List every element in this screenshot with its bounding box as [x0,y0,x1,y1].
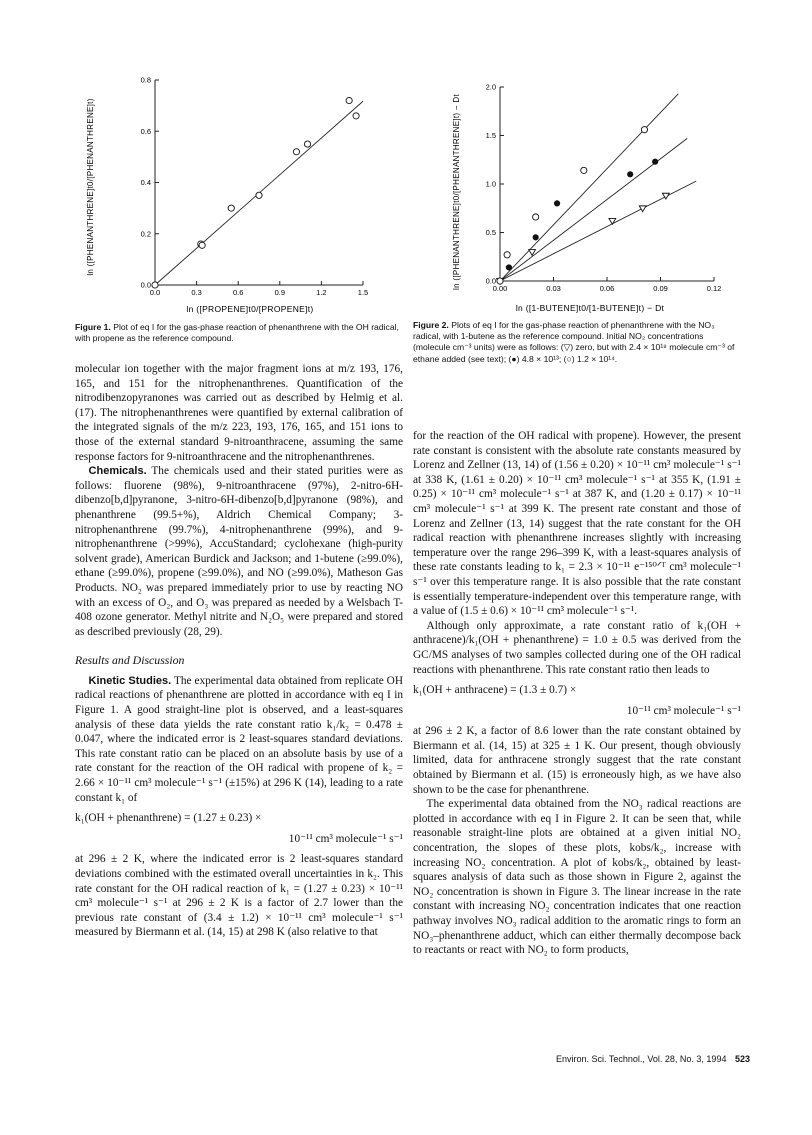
fig2-data-point [533,214,539,220]
fig2-y-tick-label: 1.5 [485,131,496,140]
paragraph-quantification: molecular ion together with the major fragment ions at m/z 193, 176, 165, and 151 for the nitrophenanthrenes. Quantification of the nitrodibenzopyranones was carried out as described by Helmig et al. (17). The nitrophenanthrenes were quantified by external calibration of the integrated signals of the m/z 223, 193, 176, 165, and 151 ions to those of the external standard 9-nitroanthracene, assuming the same response factors for 9-nitroanthracene and the nitrophenanthrenes. [75,363,403,463]
fig2-data-point [641,127,647,133]
fig2-y-tick-label: 0.0 [485,276,496,286]
figure-1-caption-text: Plot of eq I for the gas-phase reaction of phenanthrene with the OH radical, with propene as the reference compound. [75,322,399,344]
fig2-data-point [504,252,510,258]
fig2-data-point [497,278,503,284]
fig2-data-point [554,201,559,206]
fig1-y-tick-label: 0.4 [140,178,151,187]
equation-oh-phenanthrene-units: 10⁻¹¹ cm³ molecule⁻¹ s⁻¹ [288,832,403,845]
kinetic-studies-text: The experimental data obtained from replicate OH radical reactions of phenanthrene are plotted in accordance with eq I in Figure 1. A good straight-line plot is observed, and a least-squares analysis of these data yields the rate constant ratio k₁/k₂ = 0.478 ± 0.047, where the indicated error is 2 least-squares standard deviations. This rate constant ratio can be placed on an absolute basis by use of a rate constant for the reaction of the OH radical with propene of k₂ = 2.66 × 10⁻¹¹ cm³ molecule⁻¹ s⁻¹ (±15%) at 296 K (14), leading to a rate constant k₁ of [75,674,403,804]
fig1-y-axis-label: ln ([PHENANTHRENE]t0/[PHENANTHRENE]t) [86,98,95,276]
fig1-data-point [346,97,352,103]
figure-1-label: Figure 1. [75,322,111,332]
page-footer [556,1054,750,1064]
fig2-x-tick-label: 0.12 [706,284,722,293]
fig1-x-tick-label: 0.0 [149,288,161,297]
fig1-data-point [228,205,234,211]
fig2-y-axis-label: ln ([PHENANTHRENE]t0/[PHENANTHRENE]t) − Dt [452,94,461,290]
fig1-axes-frame [155,80,363,285]
fig2-x-tick-label: 0.06 [599,284,615,293]
journal-citation: Environ. Sci. Technol., Vol. 28, No. 3, 1994 [556,1054,727,1064]
figure-1-caption [75,322,405,344]
fig2-y-tick-label: 2.0 [485,82,496,92]
fig1-x-tick-label: 1.5 [357,288,369,297]
fig1-x-tick-label: 0.6 [232,288,244,297]
section-heading-results: Results and Discussion [75,653,185,668]
paragraph-kinetic-studies [75,674,403,805]
fig1-data-point [199,242,205,248]
paragraph-chemicals [75,464,403,639]
paragraph-rate-constant-comparison: at 296 ± 2 K, where the indicated error is 2 least-squares standard deviations combined with the estimated overall uncertainties in k₂. This rate constant for the OH radical reaction of k₁ = (1.27 ± 0.23) × 10⁻¹¹ cm³ molecule⁻¹ s⁻¹ at 296 ± 2 K is a factor of 2.7 lower than the previous rate constant of (3.4 ± 1.2) × 10⁻¹¹ cm³ molecule⁻¹ s⁻¹ measured by Biermann et al. (14, 15) at 298 K (also relative to that [75,853,403,939]
fig2-x-axis-label: ln ([1-BUTENE]t0/[1-BUTENE]t) − Dt [515,303,665,313]
fig2-data-point [628,172,633,177]
right-text-column [413,429,741,958]
fig1-x-tick-label: 1.2 [316,288,327,297]
fig2-fit-line [500,94,678,281]
fig2-data-point [639,206,646,212]
chemicals-heading: Chemicals. [88,465,147,478]
fig2-data-point [581,167,587,173]
figure-2-label: Figure 2. [413,320,449,330]
fig2-x-tick-label: 0.09 [653,284,668,293]
chemicals-text: The chemicals used and their stated purities were as follows: fluorene (98%), 9-nitroanthracene (97%), 2-nitro-6H-dibenzo[b,d]pyranone, 3-nitro-6H-dibenzo[b,d]pyranone (98%), and phenanthrene (99.5+%), Aldrich Chemical Company; 3-nitrophenanthrene (99.7%), 4-nitrophenanthrene (99%), and 9-nitrophenanthrene (>99%), AccuStandard; cyclohexane (high-purity solvent grade), American Burdick and Jackson; and 1-butene (≥99.0%), ethane (≥99.0%), propene (≥99.0%), and NO (≥99.0%), Matheson Gas Products. NO₂ was prepared immediately prior to use by reacting NO with an excess of O₂, and O₃ was prepared as needed by a Welsbach T-408 ozone generator. Methyl nitrite and N₂O₅ were prepared and stored as described previously (28, 29). [75,465,403,638]
figure-2-caption [413,320,743,365]
fig1-data-point [256,192,262,198]
fig1-y-tick-label: 0.6 [140,126,151,136]
fig2-y-tick-label: 0.5 [485,228,496,237]
paragraph-lorenz-zellner: for the reaction of the OH radical with propene). However, the present rate constant is consistent with the absolute rate constants measured by Lorenz and Zellner (13, 14) of (1.56 ± 0.20) × 10⁻¹¹ cm³ molecule⁻¹ s⁻¹ at 338 K, (1.61 ± 0.20) × 10⁻¹¹ cm³ molecule⁻¹ s⁻¹ at 355 K, (1.91 ± 0.25) × 10⁻¹¹ cm³ molecule⁻¹ s⁻¹ at 387 K, and (1.20 ± 0.17) × 10⁻¹¹ cm³ molecule⁻¹ s⁻¹ at 399 K. The present rate constant and those of Lorenz and Zellner (13, 14) suggest that the rate constant for the OH radical reaction with phenanthrene increases slightly with increasing temperature over the range 296–399 K, with a least-squares analysis of these rate constants leading to k₁ = 2.3 × 10⁻¹¹ e⁻¹⁵⁰ᐟᵀ cm³ molecule⁻¹ s⁻¹ over this temperature range. It is also possible that the rate constant is essentially temperature-independent over this temperature range, with a value of (1.5 ± 0.6) × 10⁻¹¹ cm³ molecule⁻¹ s⁻¹. [413,430,741,618]
paragraph-anthracene-discussion: at 296 ± 2 K, a factor of 8.6 lower than the rate constant obtained by Biermann et al. (14, 15) at 325 ± 1 K. Our present, though obviously limited, data for anthracene strongly suggest that the rate constant obtained by Biermann et al. (15) is erroneously high, as we have also shown to be the case for phenanthrene. [413,725,741,796]
fig2-fit-line [500,138,687,281]
fig1-y-tick-label: 0.8 [140,75,151,85]
fig2-data-point [653,159,658,164]
figure-2-caption-text: Plots of eq I for the gas-phase reaction of phenanthrene with the NO₃ radical, with 1-butene as the reference compound. Initial NO₂ concentrations (molecule cm⁻³ units) were as follows: (▽) zero, but with 2.4 × 10¹⁸ molecule cm⁻³ of ethane added (see text); (●) 4.8 × 10¹³; (○) 1.2 × 10¹⁴. [413,320,735,364]
figure-2-chart [445,70,745,320]
fig1-data-point [304,141,310,147]
fig1-x-axis-label: ln ([PROPENE]t0/[PROPENE]t) [186,304,314,314]
equation-oh-anthracene: k₁(OH + anthracene) = (1.3 ± 0.7) × [413,684,577,697]
fig1-data-point [152,282,158,288]
fig2-x-tick-label: 0.03 [546,284,561,293]
fig1-y-tick-label: 0.2 [140,229,151,239]
fig2-x-tick-label: 0.00 [492,284,508,293]
equation-oh-phenanthrene: k₁(OH + phenanthrene) = (1.27 ± 0.23) × [75,812,262,825]
fig1-data-point [293,149,299,155]
page-number: 523 [734,1054,750,1064]
kinetic-studies-heading: Kinetic Studies. [88,674,172,687]
fig2-data-point [609,218,616,224]
fig2-y-tick-label: 1.0 [485,179,496,189]
figure-1-chart [75,70,375,320]
fig2-data-point [506,265,511,270]
fig1-x-tick-label: 0.3 [191,288,202,297]
equation-oh-anthracene-units: 10⁻¹¹ cm³ molecule⁻¹ s⁻¹ [626,704,741,717]
fig1-y-tick-label: 0.0 [140,280,151,290]
left-text-column [75,362,403,940]
fig1-data-point [353,113,359,119]
paragraph-no3-reactions: The experimental data obtained from the NO₃ radical reactions are plotted in accordance with eq I in Figure 2. It can be seen that, while reasonable straight-line plots are obtained at a given initial NO₂ concentration, the slopes of these plots, kobs/k₂, increase with increasing NO₂ concentration. A plot of kobs/k₂, obtained by least-squares analysis of data such as those shown in Figure 2, against the NO₂ concentration is shown in Figure 3. The linear increase in the rate constant with increasing NO₂ concentration indicates that one reaction pathway involves NO₃ radical addition to the aromatic rings to form an NO₃–phenanthrene adduct, which can either thermally decompose back to reactants or react with NO₂ to form products, [413,798,741,957]
paragraph-anthracene-ratio: Although only approximate, a rate constant ratio of k₁(OH + anthracene)/k₁(OH + phenanthrene) = 1.0 ± 0.5 was derived from the GC/MS analyses of two samples collected during one of the OH radical reactions with phenanthrene. This rate constant ratio then leads to [413,619,741,676]
fig1-x-tick-label: 0.9 [274,288,286,297]
fig2-data-point [533,235,538,240]
